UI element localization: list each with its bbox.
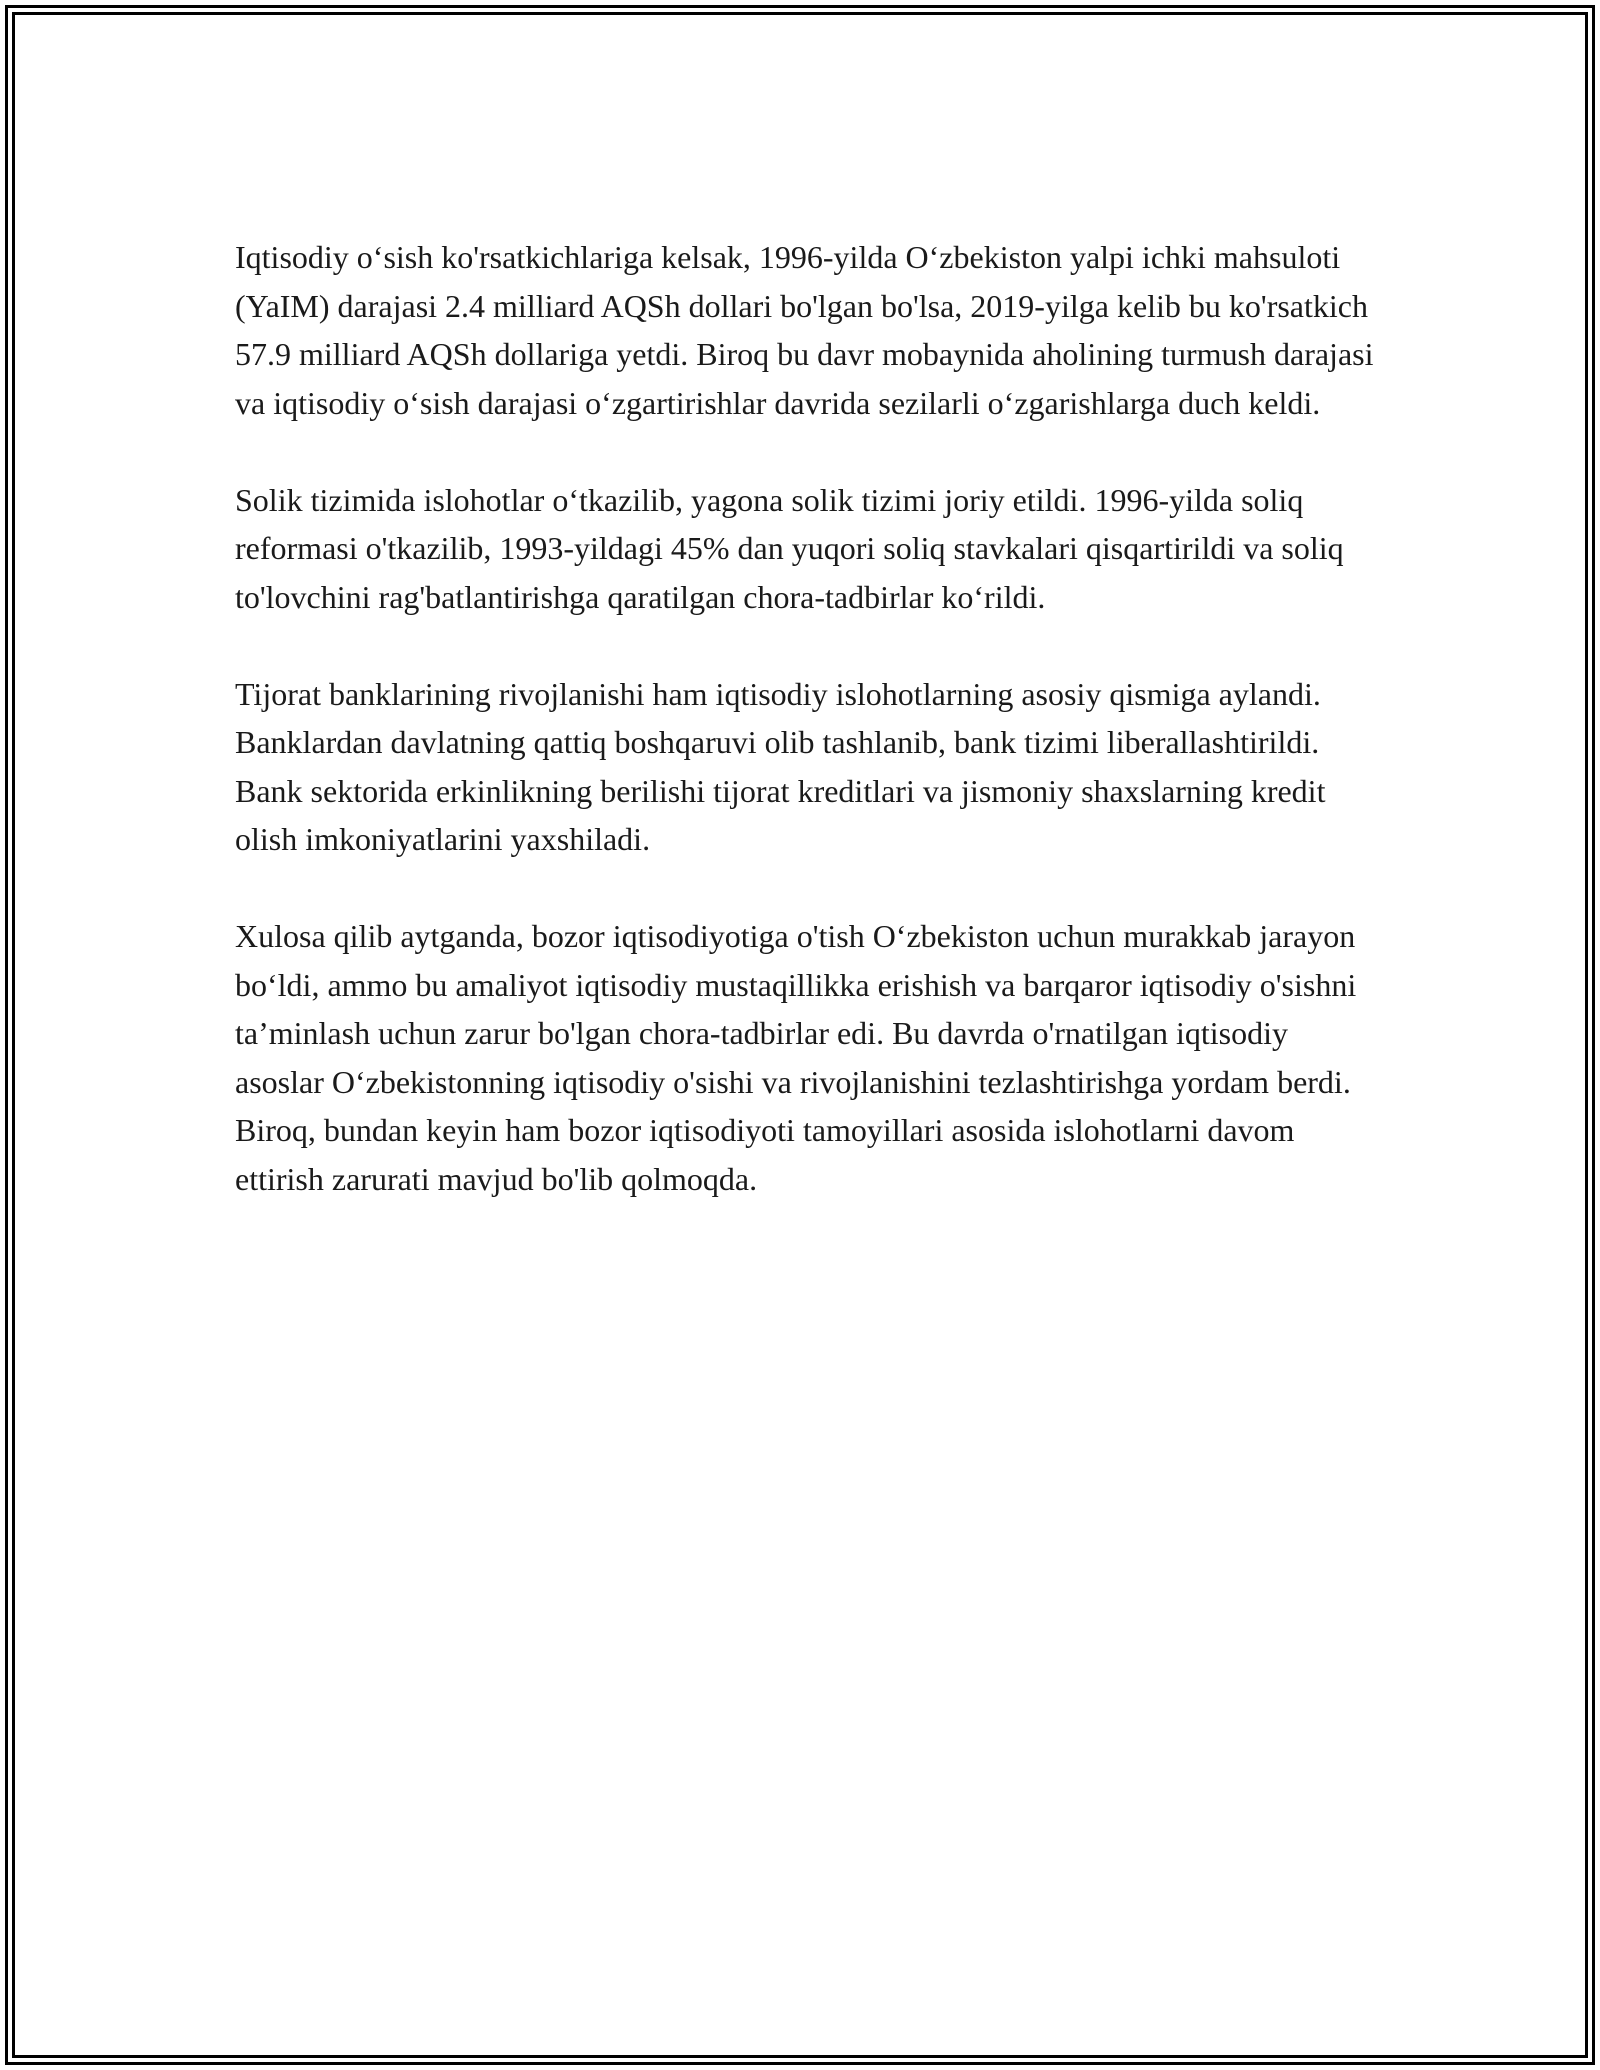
paragraph-banking: Tijorat banklarining rivojlanishi ham iqtisodiy islohotlarning asosiy qismiga aylandi. Banklardan davlatning qattiq boshqaruvi olib tashlanib, bank tizimi liberallashtirildi. Bank sektorida erkinlikning berilishi tijorat kreditlari va jismoniy shaxslarning kredit olish imkoniyatlarini yaxshiladi.: [235, 675, 1326, 857]
paragraph-gdp-growth: Iqtisodiy o‘sish ko'rsatkichlariga kelsak, 1996-yilda O‘zbekiston yalpi ichki mahsuloti (YaIM) darajasi 2.4 milliard AQSh dollari bo'lgan bo'lsa, 2019-yilga kelib bu ko'rsatkich 57.9 milliard AQSh dollariga yetdi. Biroq bu davr mobaynida aholining turmush darajasi va iqtisodiy o‘sish darajasi o‘zgartirishlar davrida sezilarli o‘zgarishlarga duch keldi.: [235, 239, 1374, 421]
document-body: [235, 233, 1375, 1252]
paragraph-tax-reform: Solik tizimida islohotlar o‘tkazilib, yagona solik tizimi joriy etildi. 1996-yilda soliq reformasi o'tkazilib, 1993-yildagi 45% dan yuqori soliq stavkalari qisqartirildi va soliq to'lovchini rag'batlantirishga qaratilgan chora-tadbirlar ko‘rildi.: [235, 481, 1344, 615]
paragraph-conclusion: Xulosa qilib aytganda, bozor iqtisodiyotiga o'tish O‘zbekiston uchun murakkab jarayon bo‘ldi, ammo bu amaliyot iqtisodiy mustaqillikka erishish va barqaror iqtisodiy o'sishni ta’minlash uchun zarur bo'lgan chora-tadbirlar edi. Bu davrda o'rnatilgan iqtisodiy asoslar O‘zbekistonning iqtisodiy o'sishi va rivojlanishini tezlashtirishga yordam berdi. Biroq, bundan keyin ham bozor iqtisodiyoti tamoyillari asosida islohotlarni davom ettirish zarurati mavjud bo'lib qolmoqda.: [235, 918, 1357, 1197]
